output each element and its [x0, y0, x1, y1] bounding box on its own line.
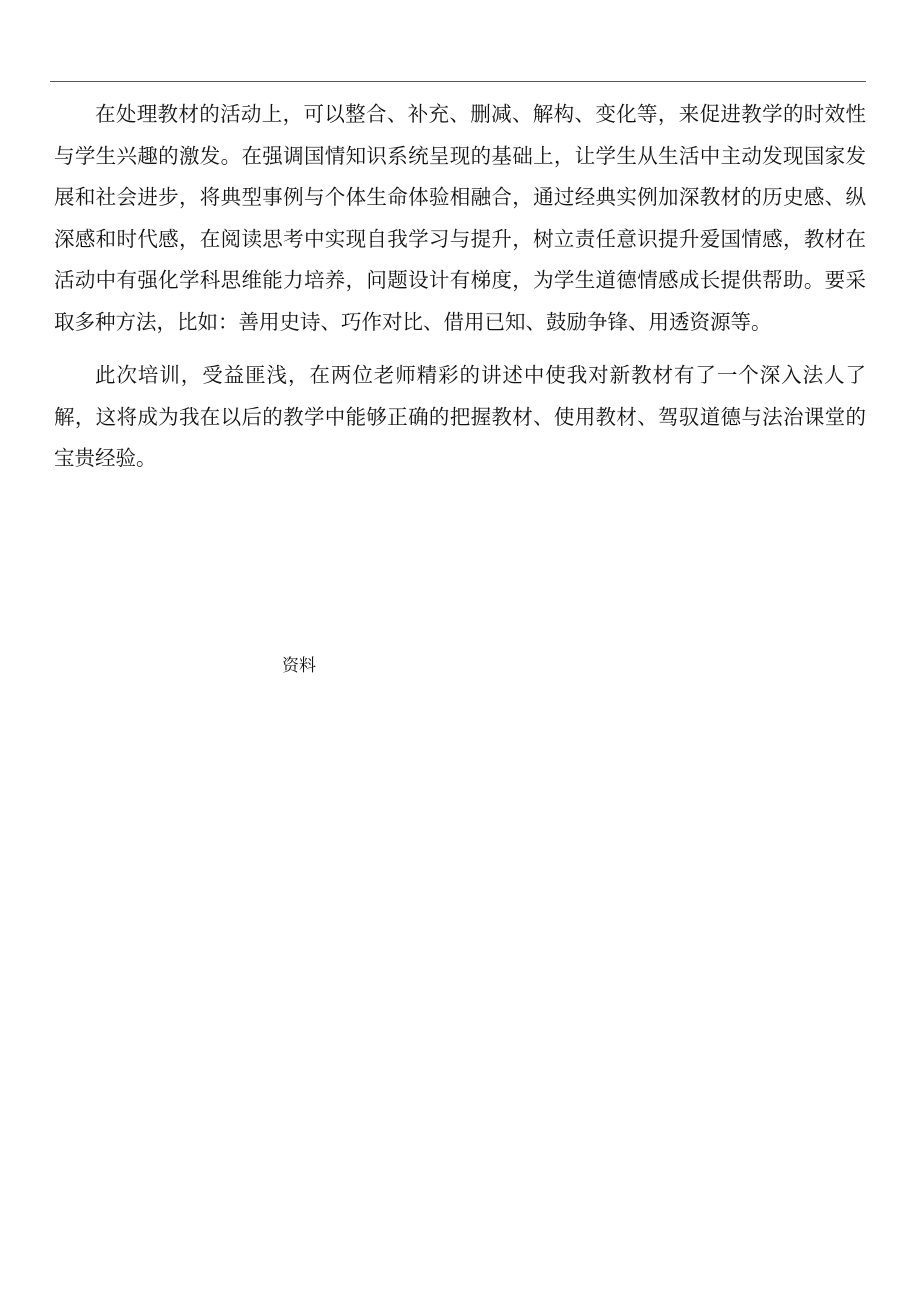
paragraph-training-reflection: 此次培训，受益匪浅，在两位老师精彩的讲述中使我对新教材有了一个深入法人了解，这将成为我在以后的教学中能够正确的把握教材、使用教材、驾驭道德与法治课堂的宝贵经验。 [54, 363, 866, 470]
paragraph-teaching-materials: 在处理教材的活动上，可以整合、补充、删减、解构、变化等，来促进教学的时效性与学生兴趣的激发。在强调国情知识系统呈现的基础上，让学生从生活中主动发现国家发展和社会进步，将典型事例与个体生命体验相融合，通过经典实例加深教材的历史感、纵深感和时代感，在阅读思考中实现自我学习与提升，树立责任意识提升爱国情感，教材在活动中有强化学科思维能力培养，问题设计有梯度，为学生道德情感成长提供帮助。要采取多种方法，比如：善用史诗、巧作对比、借用已知、鼓励争锋、用透资源等。 [54, 102, 866, 334]
header-rule [50, 81, 866, 82]
footer-label: 资料 [282, 656, 316, 676]
document-body [54, 94, 866, 480]
